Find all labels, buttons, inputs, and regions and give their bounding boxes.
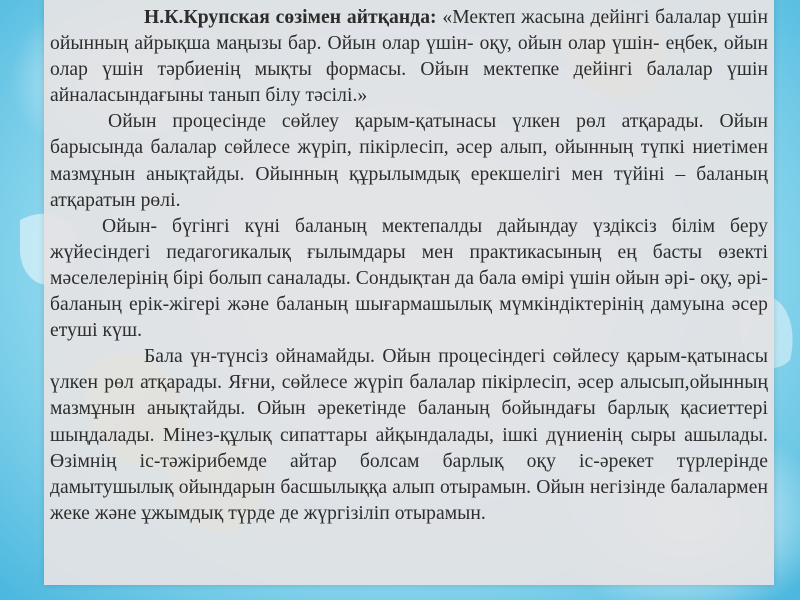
quote-text: «Мектеп жасына дейінгі балалар үшін ойынның айрықша маңызы бар. Ойын олар үшін- оқу, ойын олар үшін- еңбек, ойын олар үшін тәрбиенің мықты формасы. Ойын мектепке дейінгі балалар үшін айналасындағыны танып білу тәсілі.»: [50, 7, 768, 107]
paragraph-2: Ойын процесінде сөйлеу қарым-қатынасы үлкен рөл атқарады. Ойын барысында балалар сөйлесе жүріп, пікірлесіп, әсер алып, ойынның түпкі ниетімен мазмұнын анықтайды. Ойынның құрылымдық ерекшелігі мен түйіні – баланың атқаратын рөлі.: [50, 111, 768, 211]
paragraph-3: Ойын- бүгінгі күні баланың мектепалды дайындау үздіксіз білім беру жүйесіндегі педагогикалық ғылымдары мен практикасының ең басты өзекті мәселелерінің бірі болып саналады. Сондықтан да бала өмірі үшін ойын әрі- оқу, әрі-баланың ерік-жігері және баланың шығармашылық мүмкіндіктерінің дамуына әсер етуші күш.: [50, 215, 768, 342]
paragraph-4: Бала үн-түнсіз ойнамайды. Ойын процесіндегі сөйлесу қарым-қатынасы үлкен рөл атқарады. Яғни, сөйлесе жүріп балалар пікірлесіп, әсер алысып,ойынның мазмұнын анықтайды. Ойын әрекетінде баланың бойындағы барлық қасиеттері шыңдалады. Мінез-құлық сипаттары айқындалады, ішкі дүниенің сыры ашылады. Өзімнің іс-тәжірибемде айтар болсам барлық оқу іс-әрекет түрлерінде дамытушылық ойындарын басшылыққа алып отырамын. Ойын негізінде балалармен жеке және ұжымдық түрде де жүргізіліп отырамын.: [50, 346, 768, 524]
paragraph-1: [50, 5, 768, 109]
slide-body: [50, 5, 768, 527]
quote-attribution: Н.К.Крупская сөзімен айтқанда:: [144, 7, 437, 28]
